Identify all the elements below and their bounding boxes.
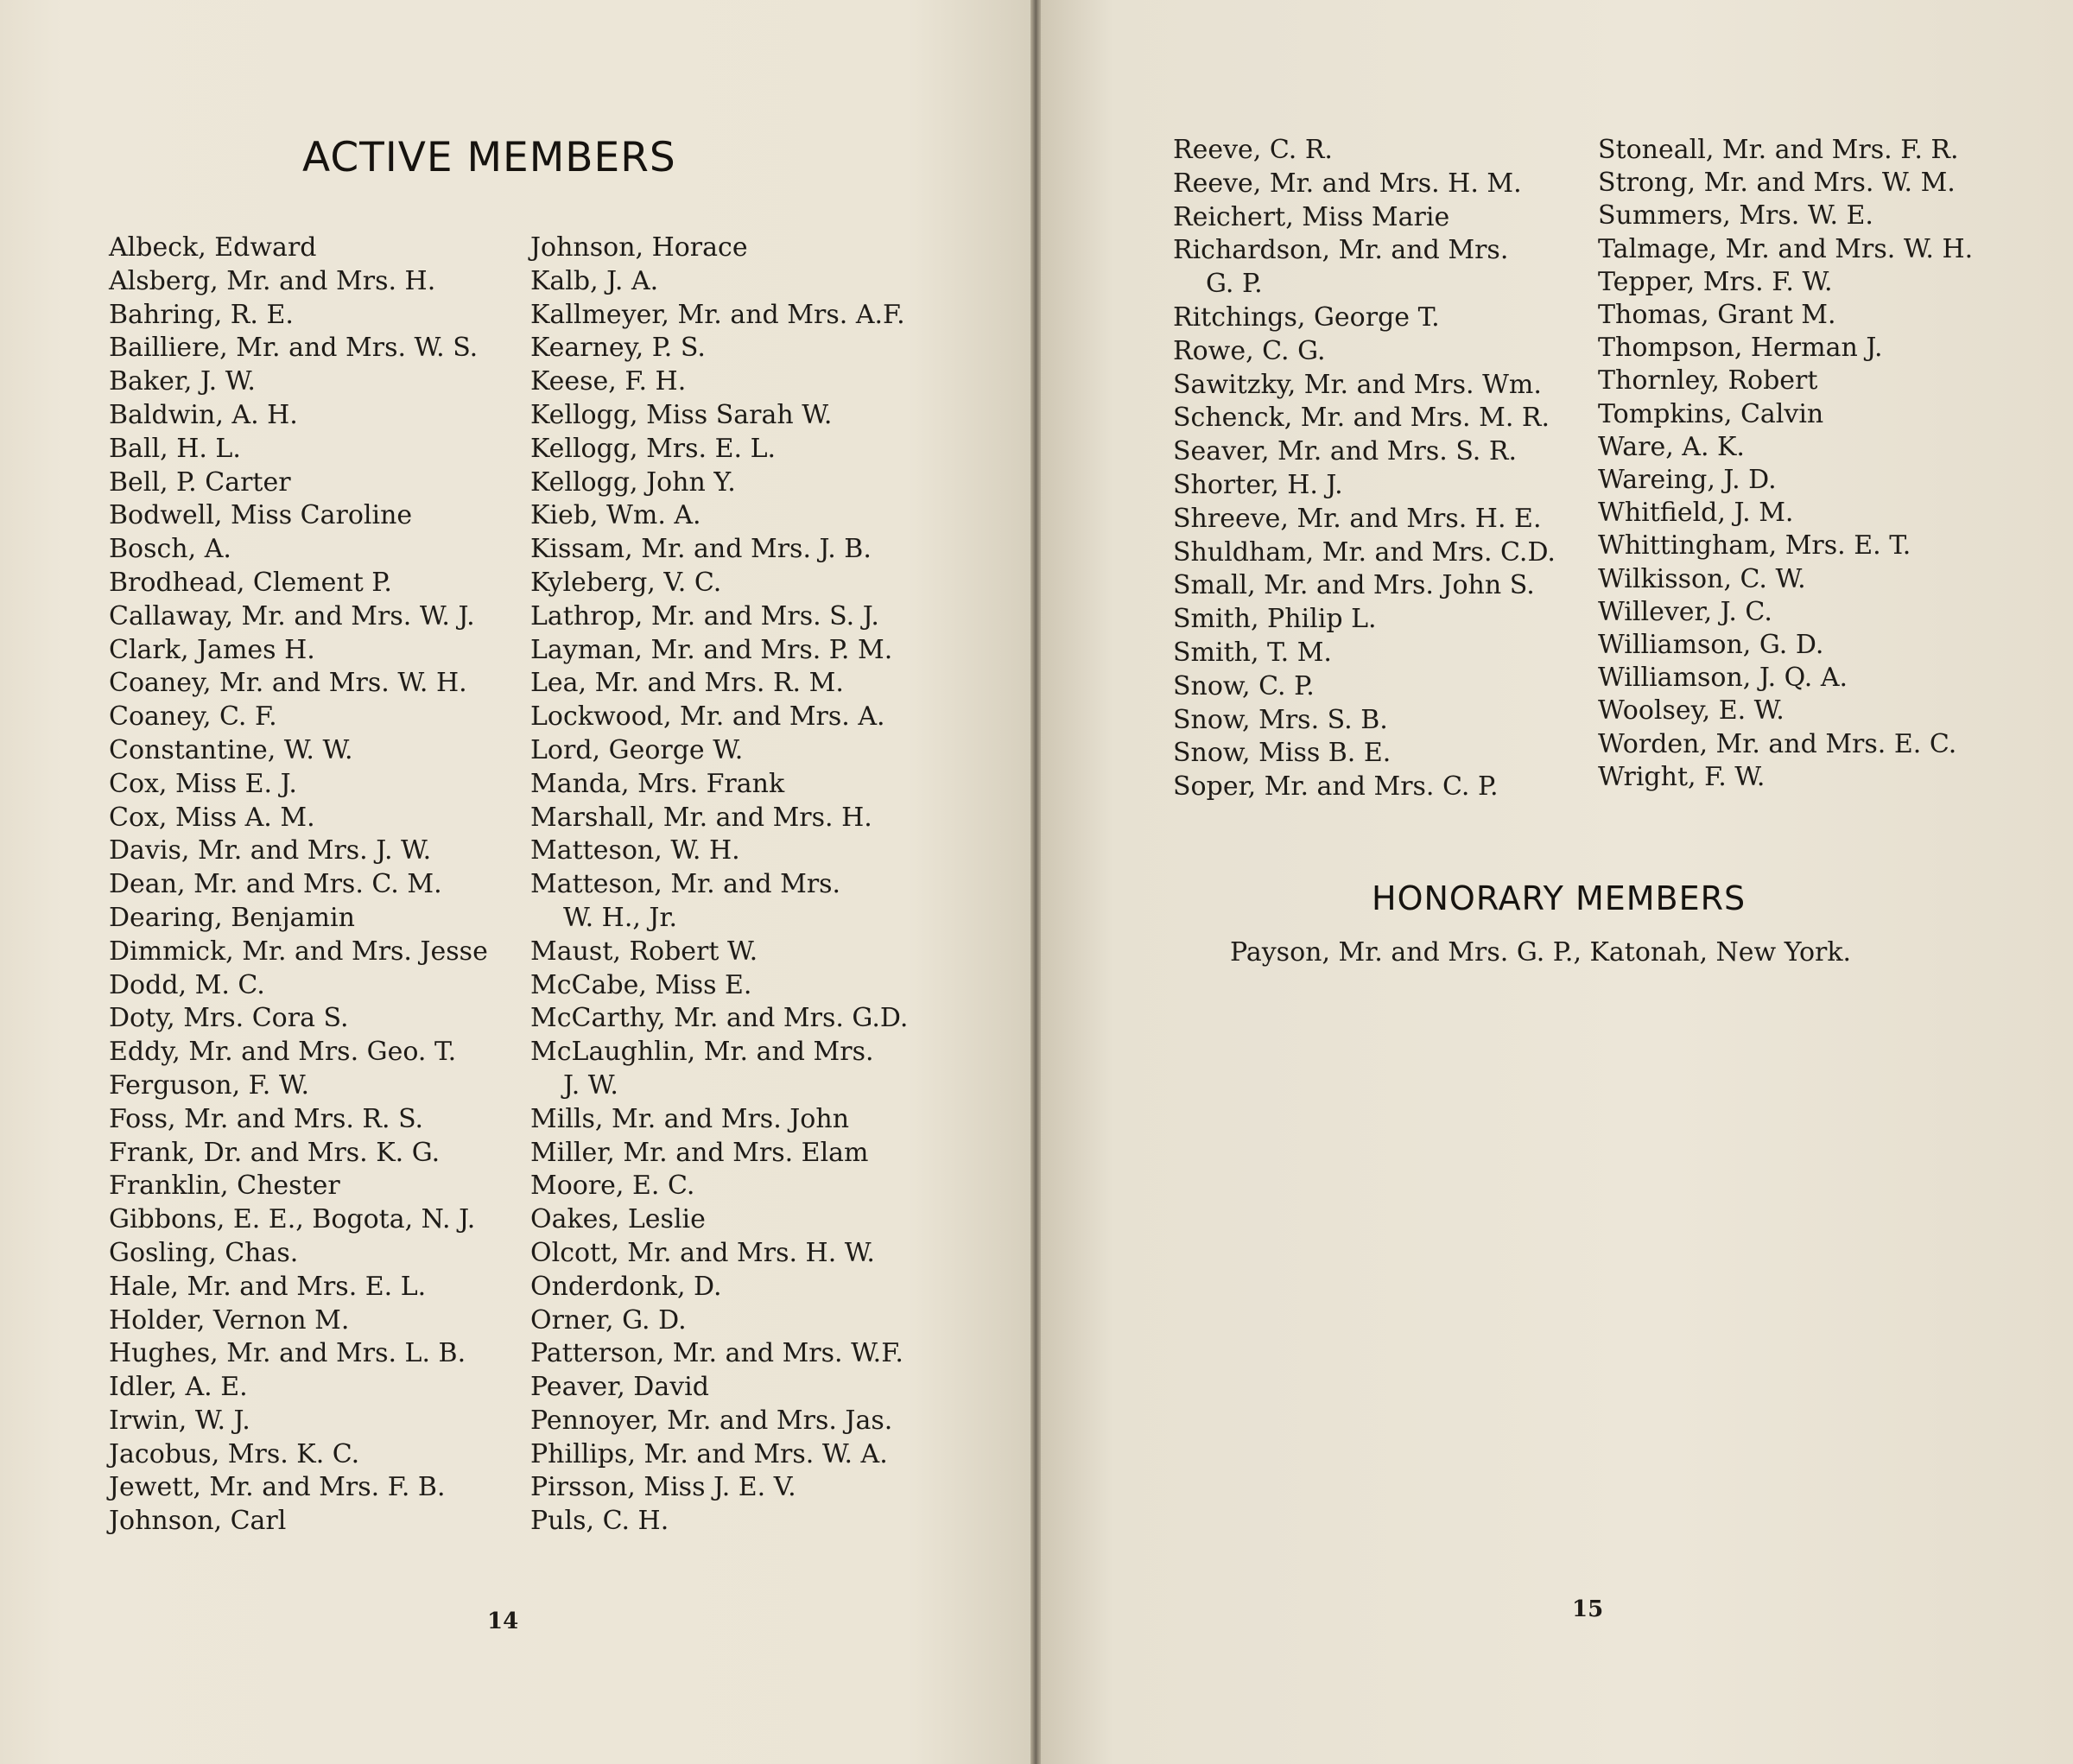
member-entry: Shorter, H. J. <box>1173 469 1343 500</box>
member-entry: Johnson, Carl <box>109 1506 287 1537</box>
member-entry: Idler, A. E. <box>109 1372 248 1403</box>
member-entry: Olcott, Mr. and Mrs. H. W. <box>530 1237 875 1268</box>
member-entry: Gosling, Chas. <box>109 1237 299 1268</box>
member-entry: Richardson, Mr. and Mrs. <box>1173 235 1509 266</box>
member-entry: Franklin, Chester <box>109 1171 340 1202</box>
member-entry: Ware, A. K. <box>1598 431 1745 462</box>
honorary-members-heading: HONORARY MEMBERS <box>1372 879 1747 917</box>
member-entry: Tepper, Mrs. F. W. <box>1598 266 1833 297</box>
member-entry: Kallmeyer, Mr. and Mrs. A.F. <box>530 299 905 330</box>
member-entry: Ball, H. L. <box>109 433 241 464</box>
member-entry: Brodhead, Clement P. <box>109 567 392 598</box>
member-entry: Frank, Dr. and Mrs. K. G. <box>109 1137 441 1168</box>
member-entry: Dearing, Benjamin <box>109 902 355 933</box>
member-entry: McLaughlin, Mr. and Mrs. <box>530 1037 874 1068</box>
member-entry: Baker, J. W. <box>109 366 256 397</box>
member-entry: Coaney, Mr. and Mrs. W. H. <box>109 668 467 699</box>
member-entry: Keese, F. H. <box>530 366 687 397</box>
member-entry: Miller, Mr. and Mrs. Elam <box>530 1137 869 1168</box>
member-entry: Bodwell, Miss Caroline <box>109 500 413 531</box>
member-entry: Wilkisson, C. W. <box>1598 563 1806 594</box>
member-entry: Holder, Vernon M. <box>109 1304 350 1336</box>
member-entry: Willever, J. C. <box>1598 596 1772 627</box>
member-entry: Kellogg, Mrs. E. L. <box>530 433 777 464</box>
member-entry: W. H., Jr. <box>563 902 678 933</box>
page-number-left: 14 <box>487 1609 519 1634</box>
member-entry: Kissam, Mr. and Mrs. J. B. <box>530 534 872 565</box>
member-entry: Foss, Mr. and Mrs. R. S. <box>109 1103 424 1134</box>
member-entry: Sawitzky, Mr. and Mrs. Wm. <box>1173 369 1542 400</box>
member-entry: Hale, Mr. and Mrs. E. L. <box>109 1271 427 1302</box>
member-entry: Baldwin, A. H. <box>109 399 298 430</box>
member-entry: Kalb, J. A. <box>530 265 659 296</box>
member-entry: Gibbons, E. E., Bogota, N. J. <box>109 1204 476 1235</box>
member-entry: Jewett, Mr. and Mrs. F. B. <box>109 1472 446 1503</box>
member-entry: Wright, F. W. <box>1598 761 1766 792</box>
left-page <box>0 0 1032 1764</box>
member-entry: Ferguson, F. W. <box>109 1069 309 1101</box>
member-entry: Oakes, Leslie <box>530 1204 706 1235</box>
member-entry: Lea, Mr. and Mrs. R. M. <box>530 668 844 699</box>
member-entry: Dean, Mr. and Mrs. C. M. <box>109 869 442 900</box>
member-entry: Kieb, Wm. A. <box>530 500 701 531</box>
active-members-heading: ACTIVE MEMBERS <box>302 134 676 181</box>
member-entry: Albeck, Edward <box>109 232 317 263</box>
member-entry: Eddy, Mr. and Mrs. Geo. T. <box>109 1037 457 1068</box>
member-entry: Bosch, A. <box>109 534 231 565</box>
honorary-member-entry: Payson, Mr. and Mrs. G. P., Katonah, New York. <box>1230 937 1852 968</box>
member-entry: Reichert, Miss Marie <box>1173 201 1450 232</box>
member-entry: Thomas, Grant M. <box>1598 300 1836 331</box>
member-entry: Clark, James H. <box>109 634 315 665</box>
member-entry: Davis, Mr. and Mrs. J. W. <box>109 835 432 866</box>
member-entry: Schenck, Mr. and Mrs. M. R. <box>1173 403 1550 434</box>
member-entry: Matteson, W. H. <box>530 835 740 866</box>
member-entry: Lord, George W. <box>530 734 744 765</box>
member-entry: Seaver, Mr. and Mrs. S. R. <box>1173 436 1517 467</box>
member-entry: Summers, Mrs. W. E. <box>1598 200 1873 232</box>
member-entry: Callaway, Mr. and Mrs. W. J. <box>109 600 475 631</box>
member-entry: Puls, C. H. <box>530 1506 669 1537</box>
member-entry: Layman, Mr. and Mrs. P. M. <box>530 634 893 665</box>
member-entry: Soper, Mr. and Mrs. C. P. <box>1173 771 1499 803</box>
member-entry: Bell, P. Carter <box>109 466 291 498</box>
active-members-column-3 <box>1173 134 1556 804</box>
member-entry: Snow, C. P. <box>1173 670 1315 701</box>
member-entry: Wareing, J. D. <box>1598 465 1777 496</box>
member-entry: Maust, Robert W. <box>530 936 758 967</box>
member-entry: Small, Mr. and Mrs. John S. <box>1173 570 1535 601</box>
member-entry: Dimmick, Mr. and Mrs. Jesse <box>109 936 488 967</box>
member-entry: Woolsey, E. W. <box>1598 695 1785 727</box>
member-entry: Bahring, R. E. <box>109 299 294 330</box>
member-entry: Patterson, Mr. and Mrs. W.F. <box>530 1338 903 1369</box>
member-entry: McCarthy, Mr. and Mrs. G.D. <box>530 1003 909 1034</box>
active-members-column-4 <box>1598 134 1973 794</box>
member-entry: Dodd, M. C. <box>109 969 265 1000</box>
member-entry: Matteson, Mr. and Mrs. <box>530 869 841 900</box>
member-entry: Lathrop, Mr. and Mrs. S. J. <box>530 600 879 631</box>
member-entry: Peaver, David <box>530 1372 709 1403</box>
member-entry: Cox, Miss A. M. <box>109 802 315 833</box>
member-entry: Johnson, Horace <box>530 232 748 263</box>
member-entry: Pirsson, Miss J. E. V. <box>530 1472 796 1503</box>
active-members-column-1 <box>109 232 488 1539</box>
right-page <box>1041 0 2073 1764</box>
member-entry: Ritchings, George T. <box>1173 301 1440 333</box>
member-entry: Reeve, C. R. <box>1173 135 1333 165</box>
member-entry: Smith, Philip L. <box>1173 604 1377 635</box>
member-entry: Shreeve, Mr. and Mrs. H. E. <box>1173 503 1542 534</box>
member-entry: Marshall, Mr. and Mrs. H. <box>530 802 872 833</box>
member-entry: Onderdonk, D. <box>530 1271 722 1302</box>
member-entry: Hughes, Mr. and Mrs. L. B. <box>109 1338 466 1369</box>
member-entry: Cox, Miss E. J. <box>109 768 297 799</box>
member-entry: Orner, G. D. <box>530 1304 687 1336</box>
member-entry: Thornley, Robert <box>1598 365 1818 397</box>
member-entry: Reeve, Mr. and Mrs. H. M. <box>1173 168 1522 199</box>
member-entry: Bailliere, Mr. and Mrs. W. S. <box>109 333 479 364</box>
member-entry: Worden, Mr. and Mrs. E. C. <box>1598 728 1957 759</box>
member-entry: Snow, Mrs. S. B. <box>1173 704 1388 735</box>
member-entry: Coaney, C. F. <box>109 701 277 733</box>
member-entry: Thompson, Herman J. <box>1598 333 1883 364</box>
member-entry: Kellogg, Miss Sarah W. <box>530 399 833 430</box>
member-entry: Moore, E. C. <box>530 1171 695 1202</box>
member-entry: Strong, Mr. and Mrs. W. M. <box>1598 168 1956 199</box>
member-entry: Whitfield, J. M. <box>1598 498 1794 529</box>
member-entry: Rowe, C. G. <box>1173 335 1326 366</box>
member-entry: McCabe, Miss E. <box>530 969 752 1000</box>
member-entry: Pennoyer, Mr. and Mrs. Jas. <box>530 1405 893 1436</box>
member-entry: Stoneall, Mr. and Mrs. F. R. <box>1598 135 1959 165</box>
member-entry: Snow, Miss B. E. <box>1173 738 1392 769</box>
member-entry: Manda, Mrs. Frank <box>530 768 785 799</box>
member-entry: Williamson, G. D. <box>1598 630 1824 661</box>
member-entry: Mills, Mr. and Mrs. John <box>530 1103 850 1134</box>
member-entry: Kearney, P. S. <box>530 333 706 364</box>
member-entry: Kyleberg, V. C. <box>530 567 722 598</box>
member-entry: Irwin, W. J. <box>109 1405 250 1436</box>
member-entry: Phillips, Mr. and Mrs. W. A. <box>530 1438 888 1469</box>
member-entry: Talmage, Mr. and Mrs. W. H. <box>1598 233 1974 264</box>
member-entry: Williamson, J. Q. A. <box>1598 663 1848 694</box>
page-number-right: 15 <box>1572 1596 1604 1622</box>
member-entry: Lockwood, Mr. and Mrs. A. <box>530 701 885 733</box>
member-entry: Constantine, W. W. <box>109 734 353 765</box>
active-members-column-2 <box>530 232 908 1539</box>
member-entry: G. P. <box>1206 269 1263 300</box>
member-entry: J. W. <box>563 1069 618 1101</box>
member-entry: Kellogg, John Y. <box>530 466 736 498</box>
member-entry: Doty, Mrs. Cora S. <box>109 1003 349 1034</box>
member-entry: Whittingham, Mrs. E. T. <box>1598 530 1911 562</box>
member-entry: Shuldham, Mr. and Mrs. C.D. <box>1173 536 1556 568</box>
member-entry: Alsberg, Mr. and Mrs. H. <box>109 265 436 296</box>
member-entry: Tompkins, Calvin <box>1598 398 1824 429</box>
member-entry: Jacobus, Mrs. K. C. <box>109 1438 360 1469</box>
member-entry: Smith, T. M. <box>1173 637 1332 668</box>
